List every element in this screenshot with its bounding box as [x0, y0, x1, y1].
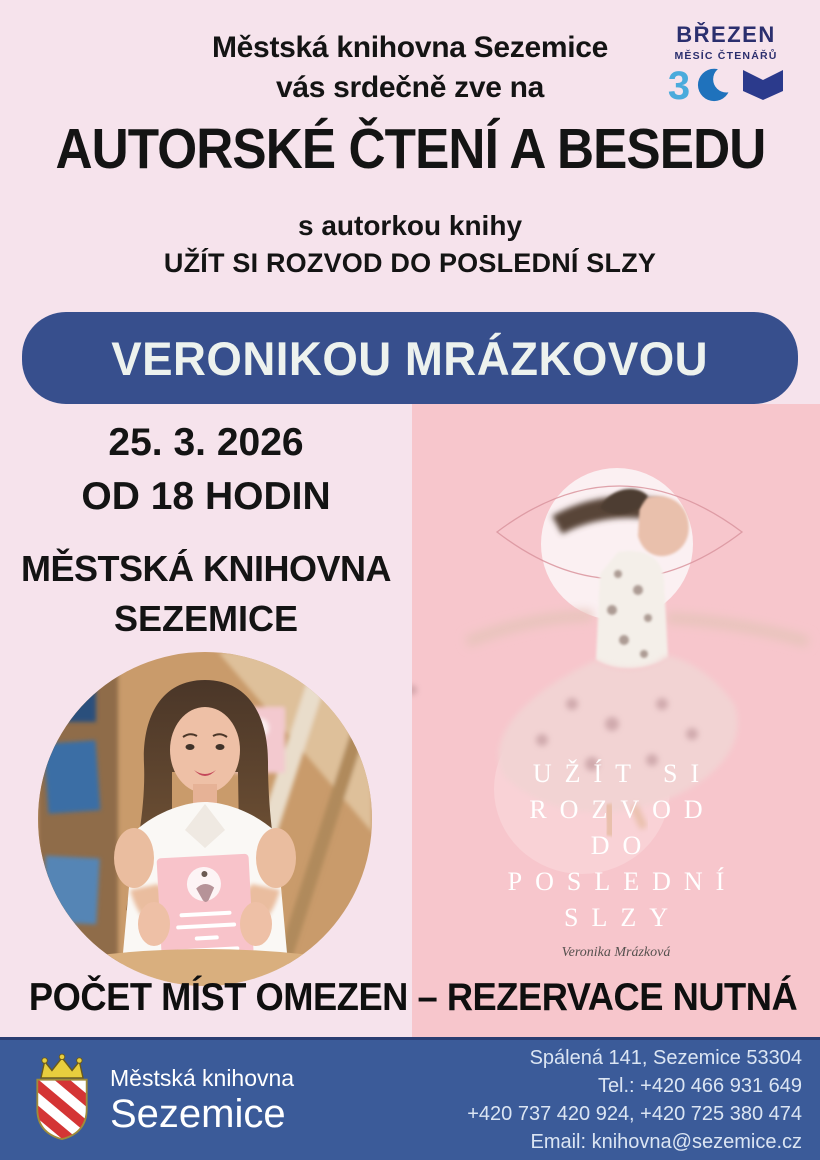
- venue-line-2: SEZEMICE: [113, 598, 299, 639]
- reservation-note: POČET MÍST OMEZEN – REZERVACE NUTNÁ: [28, 976, 798, 1019]
- event-date: 25. 3. 2026: [108, 421, 304, 464]
- footer-library-name-2: Sezemice: [110, 1092, 286, 1136]
- footer: [0, 1037, 820, 1160]
- invitation-line-2: vás srdečně zve na: [275, 71, 545, 104]
- event-time: OD 18 HODIN: [81, 475, 331, 518]
- author-photo: [38, 652, 372, 986]
- book-title-inline: UŽÍT SI ROZVOD DO POSLEDNÍ SLZY: [163, 248, 657, 278]
- footer-phone-2: +420 737 420 924, +420 725 380 474: [467, 1103, 802, 1125]
- invitation-header: [0, 28, 820, 108]
- cover-title-line-2: ROZVOD: [529, 795, 716, 824]
- venue-line-1: MĚSTSKÁ KNIHOVNA: [20, 548, 392, 589]
- brezen-subtitle: MĚSÍC ČTENÁŘŮ: [674, 50, 778, 62]
- book-cover-panel: [412, 404, 820, 1037]
- footer-email: Email: knihovna@sezemice.cz: [530, 1131, 802, 1153]
- cover-title: [412, 756, 820, 936]
- event-subtitle: s autorkou knihy: [297, 210, 523, 241]
- cover-title-line-5: SLZY: [564, 903, 681, 932]
- book-cover-art: [412, 404, 820, 1037]
- footer-contact-block: [467, 1044, 802, 1156]
- event-info: [0, 420, 412, 644]
- author-name-banner: VERONIKOU MRÁZKOVOU: [111, 331, 709, 385]
- number-3-icon: 3: [667, 64, 691, 108]
- author-banner: [22, 312, 798, 404]
- cover-title-line-4: POSLEDNÍ: [507, 867, 738, 896]
- invitation-line-1: Městská knihovna Sezemice: [211, 31, 609, 64]
- cover-author-signature: Veronika Mrázková: [561, 945, 671, 960]
- author-photo-illustration: [38, 652, 372, 986]
- cover-title-line-1: UŽÍT SI: [532, 759, 713, 788]
- footer-library-block: [30, 1053, 294, 1148]
- cover-title-line-3: DO: [590, 831, 655, 860]
- footer-library-name: [110, 1064, 294, 1136]
- coat-of-arms-icon: [30, 1053, 94, 1148]
- footer-address: Spálená 141, Sezemice 53304: [529, 1047, 802, 1069]
- event-title: AUTORSKÉ ČTENÍ A BESEDU: [55, 117, 765, 181]
- brezen-title: BŘEZEN: [676, 22, 776, 47]
- footer-library-name-1: Městská knihovna: [110, 1065, 295, 1091]
- footer-phone-1: Tel.: +420 466 931 649: [597, 1075, 802, 1097]
